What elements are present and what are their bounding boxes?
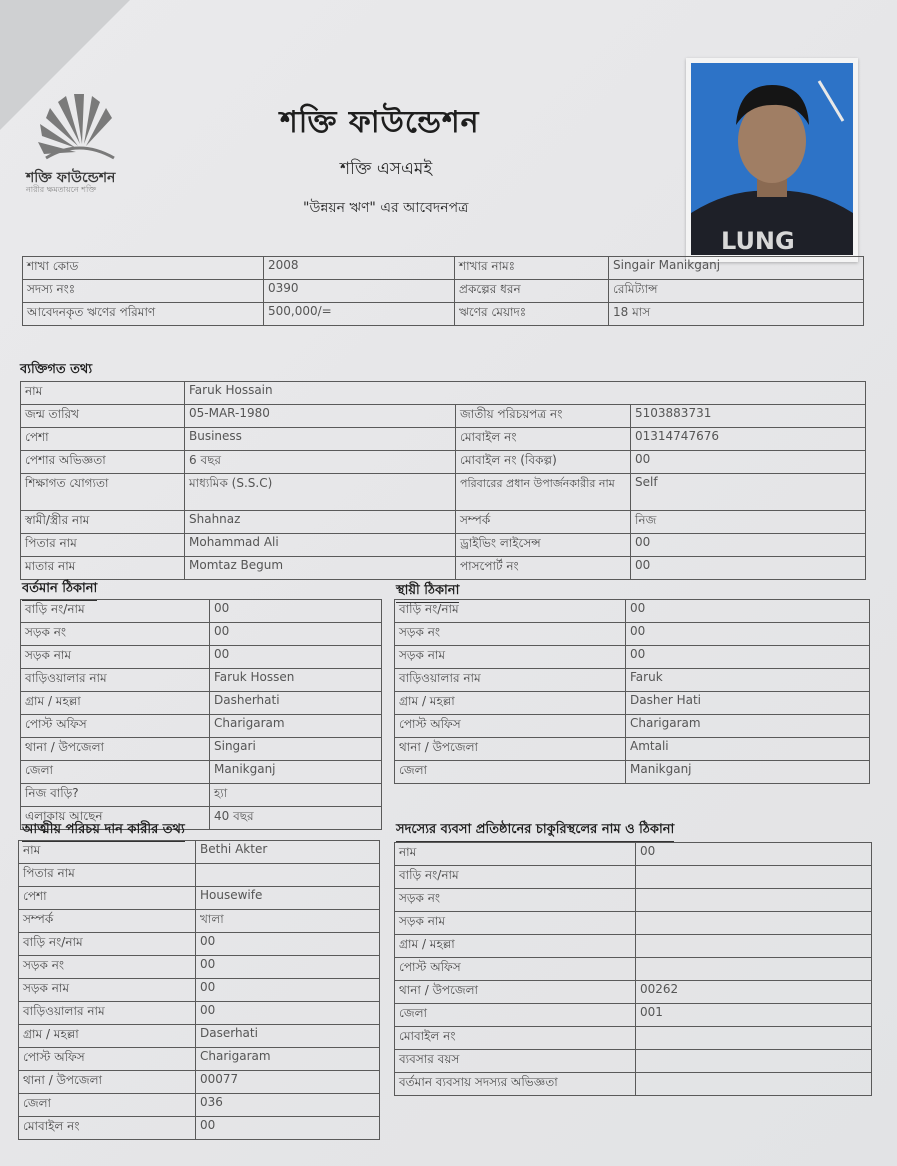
business-info-heading: সদস্যের ব্যবসা প্রতিষ্ঠানের চাকুরিস্থলের নাম ও ঠিকানা bbox=[396, 820, 674, 842]
row-label: বাড়িওয়ালার নাম bbox=[395, 669, 626, 692]
row-label: জেলা bbox=[21, 761, 210, 784]
row-label: সড়ক নাম bbox=[21, 646, 210, 669]
row-value: 00 bbox=[210, 646, 382, 669]
row-label: গ্রাম / মহল্লা bbox=[395, 935, 636, 958]
row-label: ব্যবসার বয়স bbox=[395, 1050, 636, 1073]
table-row bbox=[19, 864, 380, 887]
row-label: পোস্ট অফিস bbox=[19, 1048, 196, 1071]
row-value: 00 bbox=[210, 600, 382, 623]
father-label: পিতার নাম bbox=[21, 534, 185, 557]
mobile-label: মোবাইল নং bbox=[456, 428, 631, 451]
personal-info-table bbox=[20, 381, 866, 580]
father: Mohammad Ali bbox=[185, 534, 456, 557]
table-row bbox=[395, 1073, 872, 1096]
row-label: বাড়ি নং/নাম bbox=[395, 866, 636, 889]
table-row bbox=[19, 1117, 380, 1140]
table-row bbox=[21, 646, 382, 669]
relation-label: সম্পর্ক bbox=[456, 511, 631, 534]
table-row bbox=[395, 1004, 872, 1027]
row-label: নাম bbox=[19, 841, 196, 864]
row-value bbox=[636, 935, 872, 958]
row-value: খালা bbox=[196, 910, 380, 933]
summary-table bbox=[22, 256, 864, 326]
table-row bbox=[21, 669, 382, 692]
table-row bbox=[395, 1027, 872, 1050]
row-value bbox=[636, 1073, 872, 1096]
passport: 00 bbox=[631, 557, 866, 580]
row-value bbox=[636, 889, 872, 912]
row-label: জেলা bbox=[395, 761, 626, 784]
table-row bbox=[395, 889, 872, 912]
row-label: গ্রাম / মহল্লা bbox=[19, 1025, 196, 1048]
table-row bbox=[395, 1050, 872, 1073]
table-row bbox=[21, 692, 382, 715]
education: মাধ্যমিক (S.S.C) bbox=[185, 474, 456, 511]
row-value: 001 bbox=[636, 1004, 872, 1027]
row-value: Charigaram bbox=[196, 1048, 380, 1071]
mobile-alt-label: মোবাইল নং (বিকল্প) bbox=[456, 451, 631, 474]
present-address-heading: বর্তমান ঠিকানা bbox=[22, 579, 97, 601]
table-row bbox=[19, 910, 380, 933]
row-label: সড়ক নাম bbox=[19, 979, 196, 1002]
page-title: শক্তি ফাউন্ডেশন bbox=[280, 105, 480, 140]
table-row bbox=[395, 600, 870, 623]
table-row bbox=[19, 1094, 380, 1117]
mother-label: মাতার নাম bbox=[21, 557, 185, 580]
row-value bbox=[636, 866, 872, 889]
earner-label: পরিবারের প্রধান উপার্জনকারীর নাম bbox=[456, 474, 631, 511]
row-label: জেলা bbox=[395, 1004, 636, 1027]
row-value: 036 bbox=[196, 1094, 380, 1117]
loan-amount: 500,000/= bbox=[264, 303, 455, 326]
branch-code-label: শাখা কোড bbox=[23, 257, 264, 280]
form-title: "উন্নয়ন ঋণ" এর আবেদনপত্র bbox=[303, 200, 469, 216]
relation: নিজ bbox=[631, 511, 866, 534]
mobile: 01314747676 bbox=[631, 428, 866, 451]
row-value: Bethi Akter bbox=[196, 841, 380, 864]
relative-info-heading: আত্মীয় পরিচয় দান কারীর তথ্য bbox=[22, 820, 185, 842]
row-label: পেশা bbox=[19, 887, 196, 910]
table-row bbox=[395, 935, 872, 958]
row-label: জেলা bbox=[19, 1094, 196, 1117]
row-label: সড়ক নং bbox=[21, 623, 210, 646]
permanent-address-table bbox=[394, 599, 870, 784]
license-label: ড্রাইভিং লাইসেন্স bbox=[456, 534, 631, 557]
table-row bbox=[21, 715, 382, 738]
row-value: 00 bbox=[210, 623, 382, 646]
row-label: সম্পর্ক bbox=[19, 910, 196, 933]
table-row bbox=[395, 692, 870, 715]
row-label: বাড়িওয়ালার নাম bbox=[21, 669, 210, 692]
row-value: 00 bbox=[196, 933, 380, 956]
row-label: থানা / উপজেলা bbox=[395, 738, 626, 761]
row-value bbox=[636, 958, 872, 981]
row-label: পোস্ট অফিস bbox=[395, 715, 626, 738]
row-value bbox=[196, 864, 380, 887]
row-label: থানা / উপজেলা bbox=[21, 738, 210, 761]
row-label: বাড়ি নং/নাম bbox=[21, 600, 210, 623]
table-row bbox=[19, 956, 380, 979]
row-value: Dasherhati bbox=[210, 692, 382, 715]
branch-name: Singair Manikganj bbox=[609, 257, 864, 280]
portrait-image bbox=[691, 63, 853, 255]
present-address-table bbox=[20, 599, 382, 830]
loan-term: 18 মাস bbox=[609, 303, 864, 326]
row-value: হ্যা bbox=[210, 784, 382, 807]
row-label: সড়ক নং bbox=[395, 889, 636, 912]
row-value: Charigaram bbox=[210, 715, 382, 738]
project-type-label: প্রকল্পের ধরন bbox=[455, 280, 609, 303]
branch-name-label: শাখার নামঃ bbox=[455, 257, 609, 280]
occupation: Business bbox=[185, 428, 456, 451]
spouse: Shahnaz bbox=[185, 511, 456, 534]
row-value: 00 bbox=[196, 979, 380, 1002]
nid: 5103883731 bbox=[631, 405, 866, 428]
table-row bbox=[19, 1071, 380, 1094]
row-label: পোস্ট অফিস bbox=[395, 958, 636, 981]
table-row bbox=[21, 761, 382, 784]
table-row bbox=[19, 841, 380, 864]
row-label: সড়ক নং bbox=[395, 623, 626, 646]
table-row bbox=[395, 669, 870, 692]
table-row bbox=[19, 979, 380, 1002]
table-row bbox=[19, 1048, 380, 1071]
row-label: এলাকায় আছেন bbox=[21, 807, 210, 830]
permanent-address-heading: স্থায়ী ঠিকানা bbox=[396, 581, 459, 603]
present-address-rows bbox=[21, 600, 382, 830]
table-row bbox=[19, 1002, 380, 1025]
row-label: সড়ক নং bbox=[19, 956, 196, 979]
table-row bbox=[395, 715, 870, 738]
row-value: Manikganj bbox=[626, 761, 870, 784]
relative-info-rows bbox=[19, 841, 380, 1140]
license: 00 bbox=[631, 534, 866, 557]
logo-tagline: নারীর ক্ষমতায়নে শক্তি bbox=[26, 185, 97, 194]
row-label: বাড়ি নং/নাম bbox=[395, 600, 626, 623]
branch-code: 2008 bbox=[264, 257, 455, 280]
row-value bbox=[636, 912, 872, 935]
applicant-name: Faruk Hossain bbox=[185, 382, 866, 405]
table-row bbox=[395, 912, 872, 935]
relative-info-table bbox=[18, 840, 380, 1140]
table-row bbox=[21, 623, 382, 646]
row-value: 00 bbox=[626, 646, 870, 669]
earner: Self bbox=[631, 474, 866, 511]
passport-label: পাসপোর্ট নং bbox=[456, 557, 631, 580]
row-value: 00 bbox=[196, 1117, 380, 1140]
row-value: 40 বছর bbox=[210, 807, 382, 830]
row-value bbox=[636, 1027, 872, 1050]
table-row bbox=[19, 933, 380, 956]
table-row bbox=[19, 1025, 380, 1048]
row-label: সড়ক নাম bbox=[395, 912, 636, 935]
row-label: বাড়িওয়ালার নাম bbox=[19, 1002, 196, 1025]
row-value: Faruk Hossen bbox=[210, 669, 382, 692]
project-type: রেমিট্যান্স bbox=[609, 280, 864, 303]
row-label: থানা / উপজেলা bbox=[19, 1071, 196, 1094]
row-value: Housewife bbox=[196, 887, 380, 910]
table-row bbox=[395, 646, 870, 669]
business-info-table bbox=[394, 842, 872, 1096]
row-label: নাম bbox=[395, 843, 636, 866]
row-value: Singari bbox=[210, 738, 382, 761]
name-label: নাম bbox=[21, 382, 185, 405]
row-value: Faruk bbox=[626, 669, 870, 692]
experience-label: পেশার অভিজ্ঞতা bbox=[21, 451, 185, 474]
occupation-label: পেশা bbox=[21, 428, 185, 451]
row-value: Manikganj bbox=[210, 761, 382, 784]
row-label: পিতার নাম bbox=[19, 864, 196, 887]
row-label: বাড়ি নং/নাম bbox=[19, 933, 196, 956]
dob: 05-MAR-1980 bbox=[185, 405, 456, 428]
row-label: মোবাইল নং bbox=[395, 1027, 636, 1050]
row-value: 00 bbox=[636, 843, 872, 866]
row-value: 00077 bbox=[196, 1071, 380, 1094]
row-value: 00 bbox=[196, 1002, 380, 1025]
business-info-rows bbox=[395, 843, 872, 1096]
table-row bbox=[21, 784, 382, 807]
table-row bbox=[395, 981, 872, 1004]
dob-label: জন্ম তারিখ bbox=[21, 405, 185, 428]
row-label: মোবাইল নং bbox=[19, 1117, 196, 1140]
table-row bbox=[395, 738, 870, 761]
experience: 6 বছর bbox=[185, 451, 456, 474]
table-row bbox=[395, 761, 870, 784]
nid-label: জাতীয় পরিচয়পত্র নং bbox=[456, 405, 631, 428]
row-value: 00262 bbox=[636, 981, 872, 1004]
row-label: পোস্ট অফিস bbox=[21, 715, 210, 738]
table-row bbox=[395, 958, 872, 981]
row-label: গ্রাম / মহল্লা bbox=[395, 692, 626, 715]
foundation-logo-icon bbox=[36, 92, 122, 162]
member-no: 0390 bbox=[264, 280, 455, 303]
loan-term-label: ঋণের মেয়াদঃ bbox=[455, 303, 609, 326]
row-label: নিজ বাড়ি? bbox=[21, 784, 210, 807]
permanent-address-rows bbox=[395, 600, 870, 784]
mother: Momtaz Begum bbox=[185, 557, 456, 580]
row-value: Daserhati bbox=[196, 1025, 380, 1048]
svg-text:LUNG: LUNG bbox=[721, 227, 795, 255]
row-value bbox=[636, 1050, 872, 1073]
table-row bbox=[395, 623, 870, 646]
row-label: থানা / উপজেলা bbox=[395, 981, 636, 1004]
table-row bbox=[19, 887, 380, 910]
row-label: সড়ক নাম bbox=[395, 646, 626, 669]
member-no-label: সদস্য নংঃ bbox=[23, 280, 264, 303]
row-value: Amtali bbox=[626, 738, 870, 761]
spouse-label: স্বামী/স্ত্রীর নাম bbox=[21, 511, 185, 534]
row-value: Charigaram bbox=[626, 715, 870, 738]
row-value: Dasher Hati bbox=[626, 692, 870, 715]
table-row bbox=[21, 600, 382, 623]
row-value: 00 bbox=[626, 623, 870, 646]
personal-info-heading: ব্যক্তিগত তথ্য bbox=[20, 360, 92, 382]
mobile-alt: 00 bbox=[631, 451, 866, 474]
logo-name: শক্তি ফাউন্ডেশন bbox=[26, 170, 116, 186]
row-label: বর্তমান ব্যবসায় সদস্যর অভিজ্ঞতা bbox=[395, 1073, 636, 1096]
table-row bbox=[395, 866, 872, 889]
row-value: 00 bbox=[626, 600, 870, 623]
page-subtitle: শক্তি এসএমই bbox=[340, 159, 433, 179]
row-label: গ্রাম / মহল্লা bbox=[21, 692, 210, 715]
applicant-photo bbox=[686, 58, 858, 262]
row-value: 00 bbox=[196, 956, 380, 979]
table-row bbox=[395, 843, 872, 866]
education-label: শিক্ষাগত যোগ্যতা bbox=[21, 474, 185, 511]
loan-amount-label: আবেদনকৃত ঋণের পরিমাণ bbox=[23, 303, 264, 326]
table-row bbox=[21, 738, 382, 761]
